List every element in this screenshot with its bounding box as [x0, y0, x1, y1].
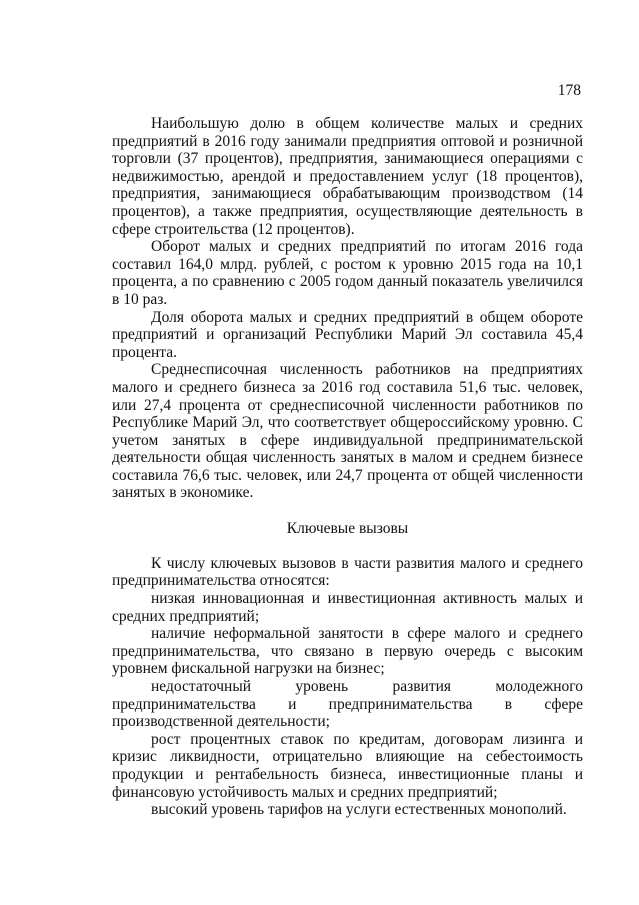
paragraph-challenges-intro: К числу ключевых вызовов в части развития малого и среднего предпринимательства относятся:	[112, 554, 583, 590]
challenge-item-monopoly-tariffs: высокий уровень тарифов на услуги естественных монополий.	[151, 801, 567, 819]
paragraph-sector-shares: Наибольшую долю в общем количестве малых и средних предприятий в 2016 году занимали предприятия оптовой и розничной торговли (37 процентов), предприятия, занимающиеся операциями с недвижимостью, арендой и предоставлением услуг (18 процентов), предприятия, занимающиеся обрабатывающим производством (14 процентов), а также предприятия, осуществляющие деятельность в сфере строительства (12 процентов).	[112, 115, 583, 238]
challenge-item-interest-rates: рост процентных ставок по кредитам, договорам лизинга и кризис ликвидности, отрицательно влияющие на себестоимость продукции и рентабельность бизнеса, инвестиционные планы и финансовую устойчивость малых и средних предприятий;	[112, 730, 583, 801]
page-number: 178	[557, 82, 581, 99]
paragraph-turnover: Оборот малых и средних предприятий по итогам 2016 года составил 164,0 млрд. рублей, с ростом к уровню 2015 года на 10,1 процента, а по сравнению с 2005 годом данный показатель увеличился в 10 раз.	[112, 238, 583, 308]
challenge-item-youth-entrepreneurship: недостаточный уровень развития молодежного предпринимательства и предпринимательства в сфере производственной деятельности;	[112, 678, 583, 731]
paragraph-employment: Среднесписочная численность работников на предприятиях малого и среднего бизнеса за 2016 год составила 51,6 тыс. человек, или 27,4 процента от среднесписочной численности работников по Республике Марий Эл, что соответствует общероссийскому уровню. С учетом занятых в сфере индивидуальной предпринимательской деятельности общая численность занятых в малом и среднем бизнесе составила 76,6 тыс. человек, или 24,7 процента от общей численности занятых в экономике.	[112, 361, 583, 502]
paragraph-turnover-share: Доля оборота малых и средних предприятий в общем обороте предприятий и организаций Республики Марий Эл составила 45,4 процента.	[112, 308, 583, 361]
challenge-item-informal-employment: наличие неформальной занятости в сфере малого и среднего предпринимательства, что связано в первую очередь с высоким уровнем фискальной нагрузки на бизнес;	[112, 625, 583, 678]
challenge-item-innovation: низкая инновационная и инвестиционная активность малых и средних предприятий;	[112, 590, 583, 625]
document-body	[112, 115, 583, 819]
section-heading: Ключевые вызовы	[286, 519, 409, 537]
